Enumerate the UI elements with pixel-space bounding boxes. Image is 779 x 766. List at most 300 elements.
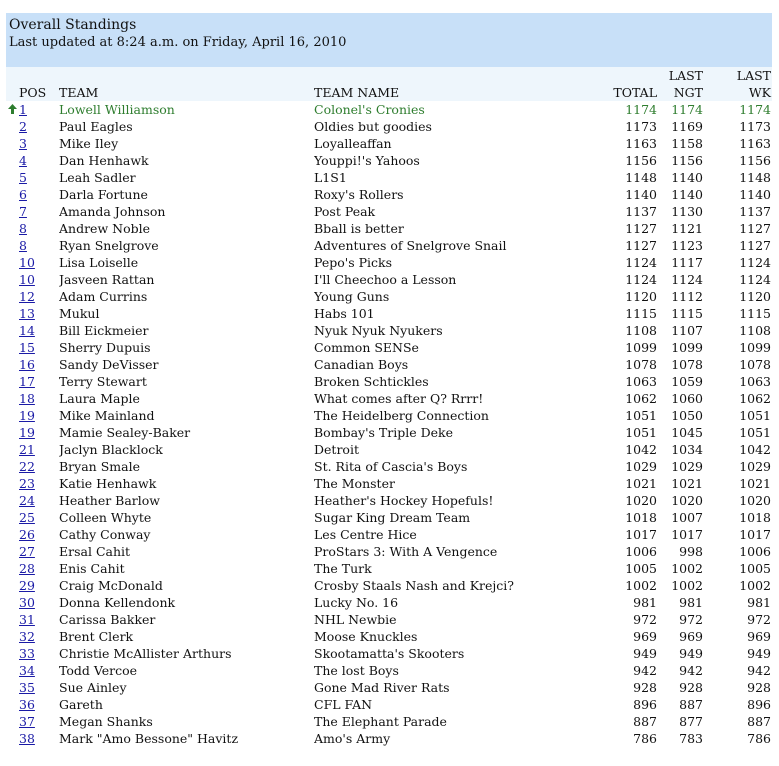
- team-owner-cell: Megan Shanks: [59, 714, 153, 729]
- position-cell: [19, 543, 59, 560]
- last-week-cell: 1148: [739, 170, 771, 185]
- position-link[interactable]: 10: [19, 272, 35, 287]
- team-name-cell: Loyalleaffan: [314, 136, 392, 151]
- last-week-cell: 969: [747, 629, 771, 644]
- table-row: [6, 543, 772, 560]
- total-cell: 969: [633, 629, 657, 644]
- last-night-cell: 877: [679, 714, 703, 729]
- team-name-cell: Crosby Staals Nash and Krejci?: [314, 578, 514, 593]
- team-name-cell: Detroit: [314, 442, 359, 457]
- last-week-cell: 1173: [739, 119, 771, 134]
- team-name-cell: Oldies but goodies: [314, 119, 432, 134]
- team-owner-cell: Todd Vercoe: [59, 663, 138, 678]
- table-row: [6, 441, 772, 458]
- position-cell: [19, 305, 59, 322]
- last-week-cell: 1051: [739, 425, 771, 440]
- row-indicator: [6, 254, 19, 271]
- table-row: [6, 288, 772, 305]
- position-cell: [19, 407, 59, 424]
- last-night-cell: 1140: [671, 170, 703, 185]
- row-indicator: [6, 152, 19, 169]
- last-night-cell: 1130: [671, 204, 703, 219]
- team-name-cell: St. Rita of Cascia's Boys: [314, 459, 468, 474]
- last-week-cell: 1042: [739, 442, 771, 457]
- total-cell: 928: [633, 680, 657, 695]
- total-cell: 1021: [625, 476, 657, 491]
- total-cell: 1156: [625, 153, 657, 168]
- team-owner-cell: Sandy DeVisser: [59, 357, 159, 372]
- last-night-cell: 887: [679, 697, 703, 712]
- table-row: [6, 492, 772, 509]
- team-name-cell: ProStars 3: With A Vengence: [314, 544, 498, 559]
- total-cell: 1174: [625, 102, 657, 117]
- last-updated-text: Last updated at 8:24 a.m. on Friday, April 16, 2010: [9, 35, 347, 50]
- standings-rows: [6, 101, 772, 747]
- last-night-cell: 972: [679, 612, 703, 627]
- position-link[interactable]: 30: [19, 595, 35, 610]
- position-link[interactable]: 18: [19, 391, 35, 406]
- position-cell: [19, 339, 59, 356]
- team-name-cell: NHL Newbie: [314, 612, 397, 627]
- last-week-cell: 1051: [739, 408, 771, 423]
- team-owner-cell: Paul Eagles: [59, 119, 133, 134]
- last-week-cell: 1124: [739, 255, 771, 270]
- row-indicator: [6, 118, 19, 135]
- last-week-cell: 1099: [739, 340, 771, 355]
- position-link[interactable]: 38: [19, 731, 35, 746]
- team-name-cell: Young Guns: [314, 289, 390, 304]
- pos-column-header: POS: [19, 85, 47, 100]
- position-link[interactable]: 13: [19, 306, 35, 321]
- total-cell: 1148: [625, 170, 657, 185]
- last-week-cell: 942: [747, 663, 771, 678]
- table-row: [6, 730, 772, 747]
- last-week-cell: 786: [747, 731, 771, 746]
- last-week-cell: 949: [747, 646, 771, 661]
- team-name-cell: The Monster: [314, 476, 395, 491]
- standings-header: [6, 13, 772, 67]
- row-indicator: [6, 407, 19, 424]
- position-link[interactable]: 5: [19, 170, 27, 185]
- team-name-cell: Post Peak: [314, 204, 376, 219]
- position-link[interactable]: 21: [19, 442, 35, 457]
- table-row: [6, 407, 772, 424]
- team-owner-cell: Mike Mainland: [59, 408, 155, 423]
- row-indicator: [6, 390, 19, 407]
- position-link[interactable]: 22: [19, 459, 35, 474]
- team-owner-cell: Sue Ainley: [59, 680, 127, 695]
- team-name-cell: I'll Cheechoo a Lesson: [314, 272, 457, 287]
- row-indicator: [6, 696, 19, 713]
- table-row: [6, 713, 772, 730]
- row-indicator: [6, 135, 19, 152]
- last-night-cell: 1169: [671, 119, 703, 134]
- position-link[interactable]: 7: [19, 204, 27, 219]
- team-owner-cell: Ersal Cahit: [59, 544, 131, 559]
- total-cell: 949: [633, 646, 657, 661]
- last-night-cell: 969: [679, 629, 703, 644]
- team-owner-cell: Amanda Johnson: [59, 204, 166, 219]
- total-column-header: TOTAL: [613, 85, 657, 100]
- last-night-cell: 1117: [671, 255, 703, 270]
- position-link[interactable]: 25: [19, 510, 35, 525]
- last-night-cell: 1020: [671, 493, 703, 508]
- position-link[interactable]: 4: [19, 153, 27, 168]
- last-night-cell: 1029: [671, 459, 703, 474]
- table-row: [6, 645, 772, 662]
- last-night-cell: 1158: [671, 136, 703, 151]
- last-night-cell: 942: [679, 663, 703, 678]
- team-name-cell: Amo's Army: [314, 731, 391, 746]
- team-name-cell: Nyuk Nyuk Nyukers: [314, 323, 443, 338]
- standings-table: [6, 67, 772, 747]
- last-week-cell: 1006: [739, 544, 771, 559]
- team-owner-cell: Gareth: [59, 697, 103, 712]
- team-name-cell: L1S1: [314, 170, 347, 185]
- position-link[interactable]: 28: [19, 561, 35, 576]
- team-owner-cell: Bryan Smale: [59, 459, 140, 474]
- table-row: [6, 322, 772, 339]
- position-cell: [19, 390, 59, 407]
- table-row: [6, 356, 772, 373]
- team-owner-cell: Carissa Bakker: [59, 612, 156, 627]
- position-cell: [19, 475, 59, 492]
- position-cell: [19, 594, 59, 611]
- team-name-cell: Sugar King Dream Team: [314, 510, 471, 525]
- row-indicator: [6, 186, 19, 203]
- position-link[interactable]: 35: [19, 680, 35, 695]
- table-row: [6, 577, 772, 594]
- total-cell: 1163: [625, 136, 657, 151]
- team-owner-cell: Katie Henhawk: [59, 476, 157, 491]
- row-indicator: [6, 628, 19, 645]
- team-owner-cell: Mukul: [59, 306, 100, 321]
- position-cell: [19, 713, 59, 730]
- position-cell: [19, 322, 59, 339]
- total-cell: 1127: [625, 221, 657, 236]
- team-name-cell: Skootamatta's Skooters: [314, 646, 465, 661]
- position-cell: [19, 424, 59, 441]
- position-link[interactable]: 2: [19, 119, 27, 134]
- last-week-cell: 928: [747, 680, 771, 695]
- table-row: [6, 152, 772, 169]
- table-row: [6, 679, 772, 696]
- team-name-cell: Common SENSe: [314, 340, 419, 355]
- row-indicator: [6, 679, 19, 696]
- position-link[interactable]: 19: [19, 425, 35, 440]
- total-cell: 1173: [625, 119, 657, 134]
- last-night-cell: 1059: [671, 374, 703, 389]
- position-cell: [19, 628, 59, 645]
- team-owner-cell: Cathy Conway: [59, 527, 151, 542]
- table-row: [6, 628, 772, 645]
- position-cell: [19, 271, 59, 288]
- last-night-cell: 1002: [671, 578, 703, 593]
- team-owner-cell: Bill Eickmeier: [59, 323, 149, 338]
- total-cell: 1062: [625, 391, 657, 406]
- position-link[interactable]: 3: [19, 136, 27, 151]
- table-row: [6, 186, 772, 203]
- last-night-cell: 1156: [671, 153, 703, 168]
- position-cell: [19, 373, 59, 390]
- position-cell: [19, 458, 59, 475]
- last-night-cell: 1017: [671, 527, 703, 542]
- row-indicator: [6, 458, 19, 475]
- last-night-cell: 1112: [671, 289, 703, 304]
- table-row: [6, 118, 772, 135]
- team-name-cell: The lost Boys: [314, 663, 399, 678]
- last-wk-header-line2: WK: [748, 85, 771, 100]
- total-cell: 1002: [625, 578, 657, 593]
- team-name-cell: Bombay's Triple Deke: [314, 425, 453, 440]
- last-week-cell: 1163: [739, 136, 771, 151]
- last-night-cell: 981: [679, 595, 703, 610]
- team-owner-cell: Craig McDonald: [59, 578, 163, 593]
- row-indicator: [6, 305, 19, 322]
- last-night-cell: 1002: [671, 561, 703, 576]
- row-indicator: [6, 424, 19, 441]
- table-row: [6, 237, 772, 254]
- position-link[interactable]: 33: [19, 646, 35, 661]
- last-week-cell: 1124: [739, 272, 771, 287]
- row-indicator: [6, 203, 19, 220]
- last-week-cell: 1127: [739, 238, 771, 253]
- team-owner-cell: Mike Iley: [59, 136, 119, 151]
- total-cell: 972: [633, 612, 657, 627]
- last-night-cell: 1174: [671, 102, 703, 117]
- last-week-cell: 1108: [739, 323, 771, 338]
- total-cell: 1063: [625, 374, 657, 389]
- position-link[interactable]: 24: [19, 493, 35, 508]
- last-week-cell: 887: [747, 714, 771, 729]
- table-row: [6, 390, 772, 407]
- team-owner-cell: Sherry Dupuis: [59, 340, 151, 355]
- team-name-cell: Adventures of Snelgrove Snail: [314, 238, 507, 253]
- last-week-cell: 1018: [739, 510, 771, 525]
- team-owner-cell: Ryan Snelgrove: [59, 238, 159, 253]
- total-cell: 1140: [625, 187, 657, 202]
- team-owner-cell: Mamie Sealey-Baker: [59, 425, 191, 440]
- team-name-cell: The Heidelberg Connection: [314, 408, 489, 423]
- row-indicator: [6, 543, 19, 560]
- total-cell: 887: [633, 714, 657, 729]
- team-owner-cell: Leah Sadler: [59, 170, 136, 185]
- total-cell: 981: [633, 595, 657, 610]
- row-indicator: [6, 509, 19, 526]
- position-cell: [19, 492, 59, 509]
- last-night-cell: 1123: [671, 238, 703, 253]
- standings-panel: [6, 13, 772, 747]
- row-indicator: [6, 322, 19, 339]
- total-cell: 1078: [625, 357, 657, 372]
- table-header: [6, 67, 772, 101]
- table-row: [6, 475, 772, 492]
- position-cell: [19, 254, 59, 271]
- team-owner-cell: Heather Barlow: [59, 493, 161, 508]
- table-row: [6, 696, 772, 713]
- position-cell: [19, 135, 59, 152]
- table-row: [6, 254, 772, 271]
- last-week-cell: 1140: [739, 187, 771, 202]
- position-cell: [19, 203, 59, 220]
- table-row: [6, 458, 772, 475]
- position-link[interactable]: 6: [19, 187, 27, 202]
- last-ngt-column-header: [659, 67, 705, 101]
- team-owner-cell: Dan Henhawk: [59, 153, 149, 168]
- last-week-cell: 1063: [739, 374, 771, 389]
- table-row: [6, 339, 772, 356]
- last-week-cell: 1020: [739, 493, 771, 508]
- last-wk-header-line1: LAST: [736, 68, 771, 83]
- last-week-cell: 896: [747, 697, 771, 712]
- position-link[interactable]: 37: [19, 714, 35, 729]
- total-cell: 1120: [625, 289, 657, 304]
- team-owner-cell: Lisa Loiselle: [59, 255, 139, 270]
- team-owner-cell: Laura Maple: [59, 391, 140, 406]
- total-cell: 1127: [625, 238, 657, 253]
- team-owner-cell: Andrew Noble: [59, 221, 150, 236]
- last-night-cell: 1034: [671, 442, 703, 457]
- position-link[interactable]: 10: [19, 255, 35, 270]
- total-cell: 1124: [625, 255, 657, 270]
- position-link[interactable]: 15: [19, 340, 35, 355]
- last-night-cell: 1045: [671, 425, 703, 440]
- team-name-cell: Pepo's Picks: [314, 255, 392, 270]
- team-owner-cell: Terry Stewart: [59, 374, 147, 389]
- position-cell: [19, 645, 59, 662]
- position-link[interactable]: 19: [19, 408, 35, 423]
- total-cell: 1005: [625, 561, 657, 576]
- total-cell: 1124: [625, 272, 657, 287]
- position-link[interactable]: 14: [19, 323, 35, 338]
- position-link[interactable]: 36: [19, 697, 35, 712]
- last-week-cell: 972: [747, 612, 771, 627]
- last-ngt-header-line1: LAST: [668, 68, 703, 83]
- last-week-cell: 1029: [739, 459, 771, 474]
- total-cell: 1108: [625, 323, 657, 338]
- position-link[interactable]: 8: [19, 238, 27, 253]
- team-name-cell: Colonel's Cronies: [314, 102, 425, 117]
- position-cell: [19, 237, 59, 254]
- team-owner-cell: Enis Cahit: [59, 561, 125, 576]
- total-cell: 1137: [625, 204, 657, 219]
- position-link[interactable]: 1: [19, 102, 27, 117]
- position-cell: [19, 526, 59, 543]
- last-night-cell: 1021: [671, 476, 703, 491]
- last-week-cell: 1174: [739, 102, 771, 117]
- team-owner-cell: Donna Kellendonk: [59, 595, 176, 610]
- position-cell: [19, 696, 59, 713]
- total-cell: 1042: [625, 442, 657, 457]
- row-indicator: [6, 594, 19, 611]
- row-indicator: [6, 373, 19, 390]
- last-night-cell: 1060: [671, 391, 703, 406]
- position-link[interactable]: 17: [19, 374, 35, 389]
- position-link[interactable]: 29: [19, 578, 35, 593]
- total-cell: 1020: [625, 493, 657, 508]
- team-name-cell: Habs 101: [314, 306, 375, 321]
- last-week-cell: 1078: [739, 357, 771, 372]
- team-name-cell: The Elephant Parade: [314, 714, 447, 729]
- position-link[interactable]: 26: [19, 527, 35, 542]
- row-indicator: [6, 492, 19, 509]
- table-row: [6, 220, 772, 237]
- table-row: [6, 169, 772, 186]
- team-name-cell: Bball is better: [314, 221, 404, 236]
- last-week-cell: 1156: [739, 153, 771, 168]
- team-owner-cell: Lowell Williamson: [59, 102, 175, 117]
- table-row: [6, 611, 772, 628]
- position-link[interactable]: 32: [19, 629, 35, 644]
- row-indicator: [6, 645, 19, 662]
- team-name-cell: Les Centre Hice: [314, 527, 417, 542]
- row-indicator: [6, 237, 19, 254]
- row-indicator: [6, 220, 19, 237]
- row-indicator: [6, 475, 19, 492]
- position-link[interactable]: 23: [19, 476, 35, 491]
- total-cell: 1115: [625, 306, 657, 321]
- row-indicator: [6, 288, 19, 305]
- position-cell: [19, 220, 59, 237]
- position-cell: [19, 441, 59, 458]
- position-cell: [19, 662, 59, 679]
- last-week-cell: 1021: [739, 476, 771, 491]
- position-cell: [19, 101, 59, 118]
- team-name-cell: Canadian Boys: [314, 357, 409, 372]
- total-cell: 896: [633, 697, 657, 712]
- total-cell: 1051: [625, 408, 657, 423]
- up-arrow-icon: [6, 101, 19, 118]
- row-indicator: [6, 560, 19, 577]
- team-owner-cell: Christie McAllister Arthurs: [59, 646, 232, 661]
- position-cell: [19, 186, 59, 203]
- position-link[interactable]: 12: [19, 289, 35, 304]
- last-week-cell: 1120: [739, 289, 771, 304]
- table-row: [6, 203, 772, 220]
- position-link[interactable]: 16: [19, 357, 35, 372]
- team-column-header: TEAM: [59, 85, 99, 100]
- team-owner-cell: Jaclyn Blacklock: [59, 442, 163, 457]
- team-name-cell: What comes after Q? Rrrr!: [314, 391, 484, 406]
- table-row: [6, 101, 772, 118]
- last-night-cell: 1115: [671, 306, 703, 321]
- last-night-cell: 1121: [671, 221, 703, 236]
- team-name-cell: CFL FAN: [314, 697, 373, 712]
- position-link[interactable]: 31: [19, 612, 35, 627]
- last-night-cell: 1050: [671, 408, 703, 423]
- last-night-cell: 1124: [671, 272, 703, 287]
- last-week-cell: 981: [747, 595, 771, 610]
- last-wk-column-header: [705, 67, 772, 101]
- position-link[interactable]: 27: [19, 544, 35, 559]
- total-cell: 1018: [625, 510, 657, 525]
- position-cell: [19, 679, 59, 696]
- position-link[interactable]: 34: [19, 663, 35, 678]
- team-name-cell: Lucky No. 16: [314, 595, 399, 610]
- row-indicator: [6, 271, 19, 288]
- table-row: [6, 509, 772, 526]
- last-night-cell: 998: [679, 544, 703, 559]
- table-row: [6, 271, 772, 288]
- table-row: [6, 424, 772, 441]
- total-cell: 786: [633, 731, 657, 746]
- arrow-column-header: [6, 67, 19, 101]
- table-row: [6, 305, 772, 322]
- team-name-cell: Moose Knuckles: [314, 629, 418, 644]
- row-indicator: [6, 441, 19, 458]
- position-link[interactable]: 8: [19, 221, 27, 236]
- total-cell: 1017: [625, 527, 657, 542]
